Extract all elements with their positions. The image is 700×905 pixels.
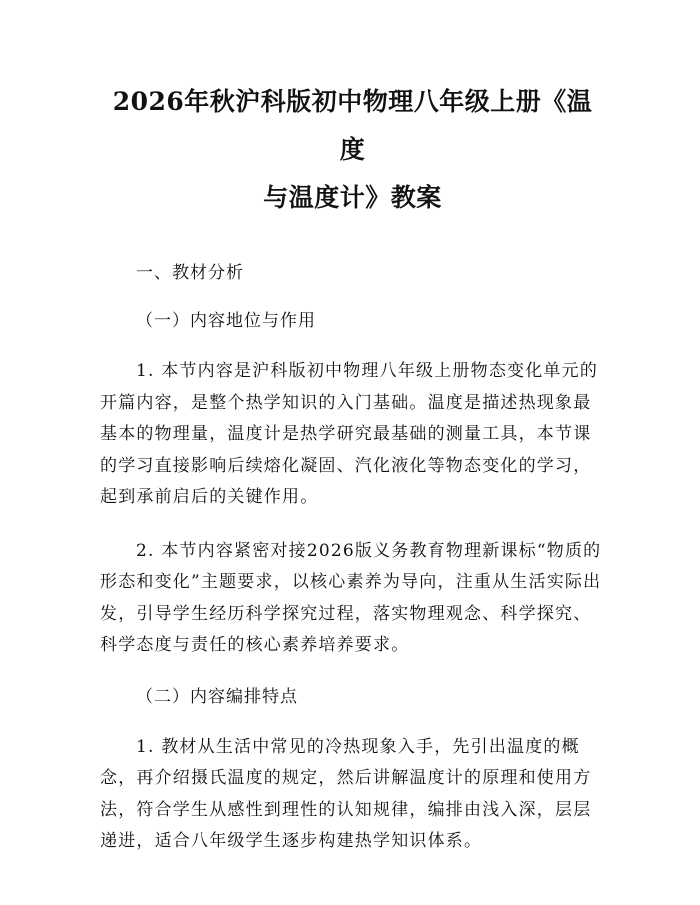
section-heading-textbook-analysis: 一、教材分析 [136, 263, 244, 283]
document-title [100, 78, 605, 222]
paragraph-1: 1. 本节内容是沪科版初中物理八年级上册物态变化单元的开篇内容，是整个热学知识的入门基础。温度是描述热现象最基本的物理量，温度计是热学研究最基础的测量工具，本节课的学习直接影响后续熔化凝固、汽化液化等物态变化的学习，起到承前启后的关键作用。 [100, 361, 599, 507]
paragraph-3: 1. 教材从生活中常见的冷热现象入手，先引出温度的概念，再介绍摄氏温度的规定，然后讲解温度计的原理和使用方法，符合学生从感性到理性的认知规律，编排由浅入深，层层递进，适合八年级学生逐步构建热学知识体系。 [100, 736, 592, 851]
title-line-2: 与温度计》教案 [263, 183, 442, 212]
subsection-heading-arrangement: （二）内容编排特点 [136, 686, 298, 707]
paragraph-2: 2. 本节内容紧密对接2026版义务教育物理新课标“物质的形态和变化”主题要求，以核心素养为导向，注重从生活实际出发，引导学生经历科学探究过程，落实物理观念、科学探究、科学态度与责任的核心素养培养要求。 [100, 540, 602, 655]
subsection-heading-content-role: （一）内容地位与作用 [136, 311, 316, 331]
title-line-1: 2026年秋沪科版初中物理八年级上册《温度 [112, 87, 593, 164]
